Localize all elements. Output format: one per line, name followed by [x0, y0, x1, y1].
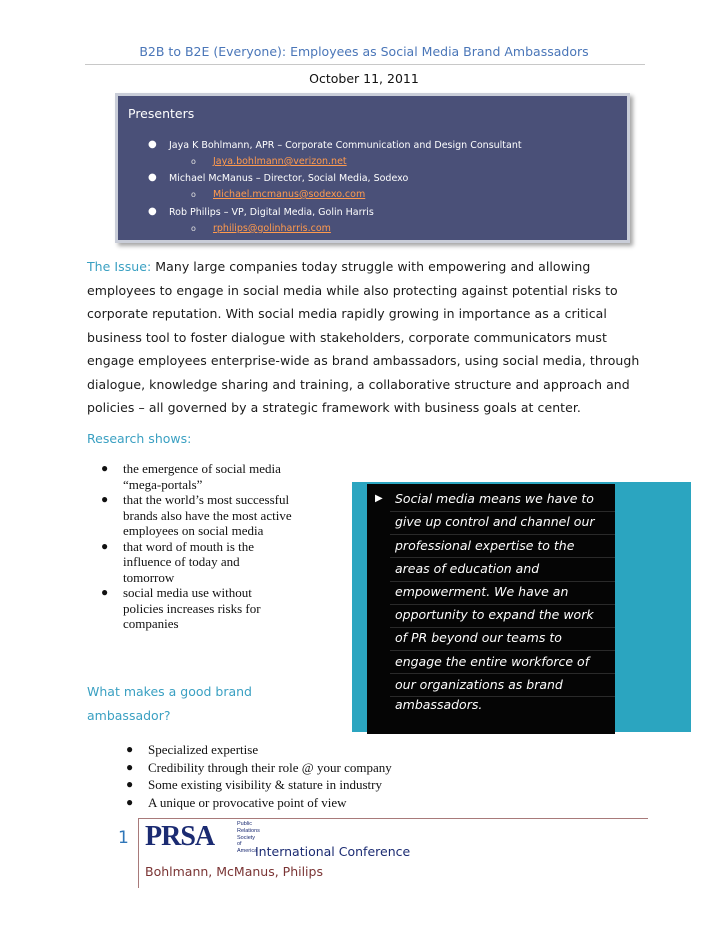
document-title: B2B to B2E (Everyone): Employees as Social Media Brand Ambassadors	[139, 44, 589, 59]
quote-line: engage the entire workforce of	[395, 654, 590, 669]
issue-line: The Issue: Many large companies today struggle with empowering and allowing	[87, 259, 591, 274]
bullet-icon: ●	[148, 139, 157, 150]
quote-divider	[390, 557, 615, 558]
sub-bullet-icon: o	[191, 190, 196, 199]
bullet-icon: ●	[126, 759, 134, 774]
bullet-icon: ●	[101, 492, 109, 506]
presenter-name: Michael McManus – Director, Social Media, Sodexo	[169, 173, 409, 184]
page-number: 1	[118, 828, 129, 848]
ambassador-heading-line2: ambassador?	[87, 708, 171, 723]
quote-divider	[390, 604, 615, 605]
issue-line: policies – all governed by a strategic framework with business goals at center.	[87, 400, 581, 415]
quote-divider	[390, 650, 615, 651]
footer-authors: Bohlmann, McManus, Philips	[145, 864, 323, 879]
bullet-icon: ●	[148, 206, 157, 217]
presenter-email-link[interactable]: Jaya.bohlmann@verizon.net	[213, 156, 347, 167]
research-list	[95, 461, 345, 632]
sub-bullet-icon: o	[191, 224, 196, 233]
footer-vertical-divider	[138, 818, 139, 888]
arrow-right-icon: ▶	[375, 493, 383, 504]
presenter-name: Rob Philips – VP, Digital Media, Golin Harris	[169, 207, 374, 218]
title-divider	[85, 64, 645, 65]
quote-line: opportunity to expand the work	[395, 607, 594, 622]
quote-line: empowerment. We have an	[395, 584, 569, 599]
quote-line: Social media means we have to	[395, 491, 594, 506]
issue-paragraph	[87, 255, 667, 420]
issue-line: employees to engage in social media while also protecting against potential risks to	[87, 282, 618, 298]
quote-line: our organizations as brand	[395, 677, 563, 692]
issue-label: The Issue:	[87, 259, 152, 274]
quote-line: professional expertise to the	[395, 538, 575, 553]
quote-divider	[390, 581, 615, 582]
issue-line: corporate reputation. With social media rapidly growing in importance as a critical	[87, 306, 607, 321]
sub-bullet-icon: o	[191, 157, 196, 166]
document-date: October 11, 2011	[309, 71, 419, 86]
list-item: ● A unique or provocative point of view	[126, 794, 347, 810]
list-item: ● Specialized expertise	[126, 742, 259, 757]
list-item: ● that the world’s most successful brands also have the most active employees on social media	[101, 492, 292, 538]
presenters-panel	[115, 93, 630, 243]
list-item: ● Some existing visibility & stature in industry	[126, 777, 382, 792]
quote-divider	[390, 534, 615, 535]
bullet-icon: ●	[101, 585, 109, 599]
presenters-heading: Presenters	[128, 106, 195, 121]
presenter-name: Jaya K Bohlmann, APR – Corporate Communication and Design Consultant	[169, 140, 522, 151]
issue-line: business tool to foster dialogue with stakeholders, corporate communicators must	[87, 329, 607, 345]
presenter-email-link[interactable]: rphilips@golinharris.com	[213, 223, 331, 234]
ambassador-heading-line1: What makes a good brand	[87, 684, 252, 699]
list-item: ● social media use without policies increases risks for companies	[101, 585, 261, 631]
bullet-icon: ●	[101, 461, 109, 475]
quote-line: ambassadors.	[395, 697, 483, 712]
research-heading: Research shows:	[87, 431, 192, 446]
list-item: ● that word of mouth is the influence of today and tomorrow	[101, 538, 255, 585]
bullet-icon: ●	[126, 794, 134, 809]
prsa-logo	[145, 821, 260, 855]
bullet-icon: ●	[126, 742, 134, 756]
quote-line: give up control and channel our	[395, 514, 595, 529]
quote-divider	[390, 627, 615, 628]
logo-tagline: Public Relations Society of America	[237, 821, 260, 855]
quote-divider	[390, 673, 615, 674]
logo-wordmark: PRSA	[145, 821, 215, 852]
bullet-icon: ●	[148, 172, 157, 183]
bullet-icon: ●	[126, 777, 134, 791]
presenter-email-link[interactable]: Michael.mcmanus@sodexo.com	[213, 189, 366, 200]
quote-line: areas of education and	[395, 561, 540, 576]
quote-divider	[390, 511, 615, 512]
list-item: ● Credibility through their role @ your company	[126, 759, 392, 775]
ambassador-list	[120, 741, 440, 811]
quote-line: of PR beyond our teams to	[395, 630, 562, 645]
footer-divider	[138, 818, 648, 819]
list-item: ● the emergence of social media “mega-portals”	[101, 461, 281, 492]
issue-line: dialogue, knowledge sharing and training, a collaborative structure and approach and	[87, 376, 630, 392]
bullet-icon: ●	[101, 538, 109, 553]
issue-line: engage employees enterprise-wide as brand ambassadors, using social media, through	[87, 353, 640, 368]
conference-name: International Conference	[255, 844, 411, 859]
